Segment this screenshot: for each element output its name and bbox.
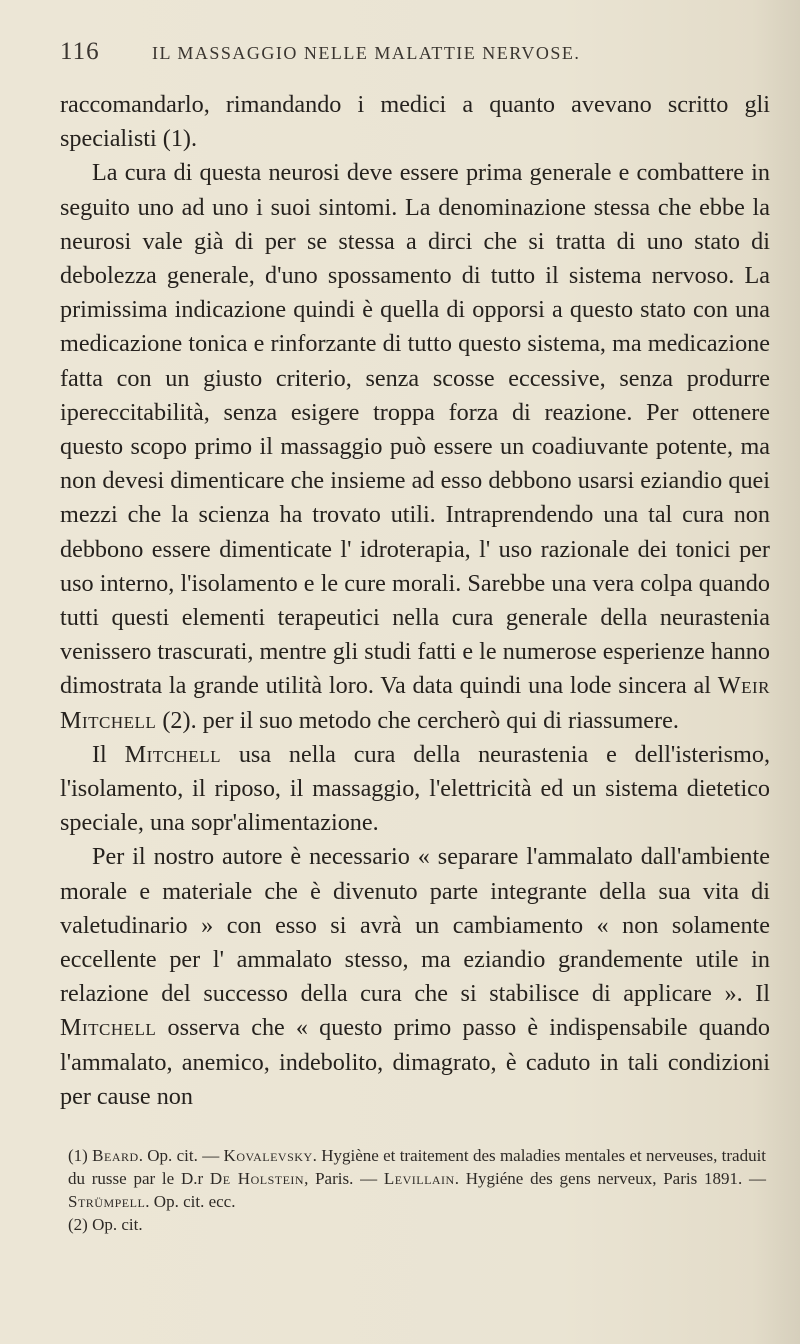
- footnote-marker: (1): [68, 1146, 88, 1166]
- footnotes: [60, 1144, 770, 1236]
- footnote-text: , Paris. —: [304, 1169, 378, 1189]
- paragraph-3-start: Il: [92, 740, 107, 768]
- footnote-text: . Hygiène et traitement des maladies mentales et nerveuses, traduit du russe par le D.r: [68, 1146, 767, 1189]
- footnote-author: Beard: [92, 1146, 139, 1166]
- paragraph-4: [60, 840, 770, 1114]
- running-head: IL MASSAGGIO NELLE MALATTIE NERVOSE.: [152, 43, 581, 63]
- footnote-author: De Holstein: [209, 1169, 305, 1189]
- paragraph-2: [60, 156, 770, 737]
- footnote-text: . Hygiéne des gens nerveux, Paris 1891. —: [454, 1169, 766, 1189]
- footnote-text: . Op. cit. —: [138, 1146, 220, 1166]
- author-name: Mitchell: [60, 1014, 157, 1042]
- page-header: [60, 38, 770, 82]
- paragraph-2-end: (2). per il suo metodo che cercherò qui di riassumere.: [162, 706, 679, 734]
- footnote-2: (2) Op. cit.: [68, 1215, 143, 1235]
- paragraph-1: raccomandarlo, rimandando i medici a quanto avevano scritto gli specialisti (1).: [60, 91, 770, 153]
- author-name: Mitchell: [124, 740, 221, 768]
- footnote-author: Strümpell: [68, 1192, 146, 1212]
- paragraph-4-start: Per il nostro autore è necessario « separare l'ammalato dall'ambiente morale e materiale che è divenuto parte integrante della sua vita di valetudinario » con esso si avrà un cambiamento « non solamente eccellente per l' ammalato stesso, ma eziandio grandemente utile in relazione del successo della cura che si stabilisce di applicare ». Il: [60, 843, 770, 1008]
- paragraph-4-end: osserva che « questo primo passo è indispensabile quando l'ammalato, anemico, indebolito, dimagrato, è caduto in tali condizioni per cause non: [60, 1014, 770, 1110]
- footnote-1: [68, 1144, 766, 1213]
- footnote-author: Levillain: [383, 1169, 455, 1189]
- paragraph-3-end: usa nella cura della neurastenia e dell'isterismo, l'isolamento, il riposo, il massaggio, l'elettricità ed un sistema dietetico speciale, una sopr'alimentazione.: [60, 740, 771, 837]
- paragraph-2-text: La cura di questa neurosi deve essere prima generale e combattere in seguito uno ad uno i suoi sintomi. La denominazione stessa che ebbe la neurosi vale già di per se stessa a dirci che si tratta di uno stato di debolezza generale, d'uno spossamento di tutto il sistema nervoso. La primissima indicazione quindi è quella di opporsi a questo stato con una medicazione tonica e rinforzante di tutto questo sistema, ma medicazione fatta con un giusto criterio, senza scosse eccessive, senza produrre ipereccitabilità, senza esigere troppa forza di reazione. Per ottenere questo scopo primo il massaggio può essere un coadiuvante potente, ma non devesi dimenticare che insieme ad esso debbono usarsi eziandio quei mezzi che la scienza ha trovato utili. Intraprendendo una tal cura non debbono essere dimenticate l' idroterapia, l' uso razionale dei tonici per uso interno, l'isolamento e le cure morali. Sarebbe una vera colpa quando tutti questi elementi terapeutici nella cura generale della neurastenia venissero trascurati, mentre gli studi fatti e le numerose esperienze hanno dimostrata la grande utilità loro. Va data quindi una lode sincera al: [60, 159, 770, 700]
- footnote-text: . Op. cit. ecc.: [145, 1192, 236, 1212]
- author-name: Weir Mitchell: [60, 672, 771, 734]
- footnote-author: Kovalevsky: [223, 1146, 313, 1166]
- page-number: 116: [60, 38, 100, 65]
- paragraph-3: [60, 738, 770, 841]
- body-text: [60, 88, 770, 1114]
